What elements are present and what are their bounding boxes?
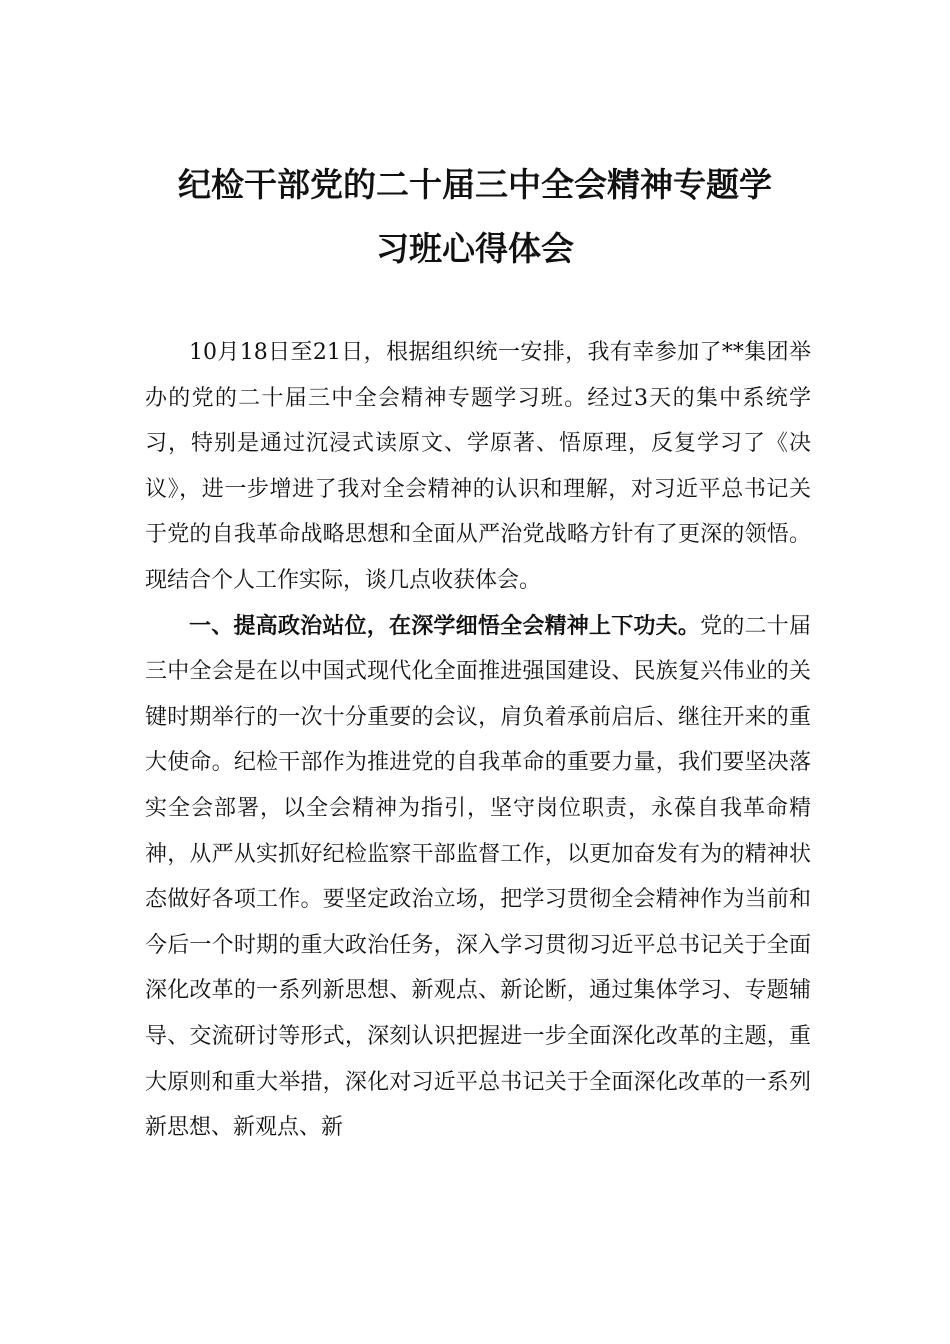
paragraph-intro	[145, 330, 811, 604]
document-title-line-2: 习班心得体会	[376, 229, 574, 268]
section-1-text: 党的二十届三中全会是在以中国式现代化全面推进强国建设、民族复兴伟业的关键时期举行的一次十分重要的会议，肩负着承前启后、继往开来的重大使命。纪检干部作为推进党的自我革命的重要力量，我们要坚决落实全会部署，以全会精神为指引，坚守岗位职责，永葆自我革命精神，从严从实抓好纪检监察干部监督工作，以更加奋发有为的精神状态做好各项工作。要坚定政治立场，把学习贯彻全会精神作为当前和今后一个时期的重大政治任务，深入学习贯彻习近平总书记关于全面深化改革的一系列新思想、新观点、新论断，通过集体学习、专题辅导、交流研讨等形式，深刻认识把握进一步全面深化改革的主题，重大原则和重大举措，深化对习近平总书记关于全面深化改革的一系列新思想、新观点、新	[145, 613, 811, 1141]
paragraph-intro-text: 10月18日至21日，根据组织统一安排，我有幸参加了**集团举办的党的二十届三中全会精神专题学习班。经过3天的集中系统学习，特别是通过沉浸式读原文、学原著、悟原理，反复学习了《决议》，进一步增进了我对全会精神的认识和理解，对习近平总书记关于党的自我革命战略思想和全面从严治党战略方针有了更深的领悟。现结合个人工作实际，谈几点收获体会。	[145, 340, 811, 593]
document-body	[145, 330, 811, 1151]
document-title-line-1: 纪检干部党的二十届三中全会精神专题学	[178, 165, 772, 204]
section-1-heading: 一、提高政治站位，在深学细悟全会精神上下功夫。	[189, 613, 701, 639]
paragraph-section-1	[145, 604, 811, 1151]
